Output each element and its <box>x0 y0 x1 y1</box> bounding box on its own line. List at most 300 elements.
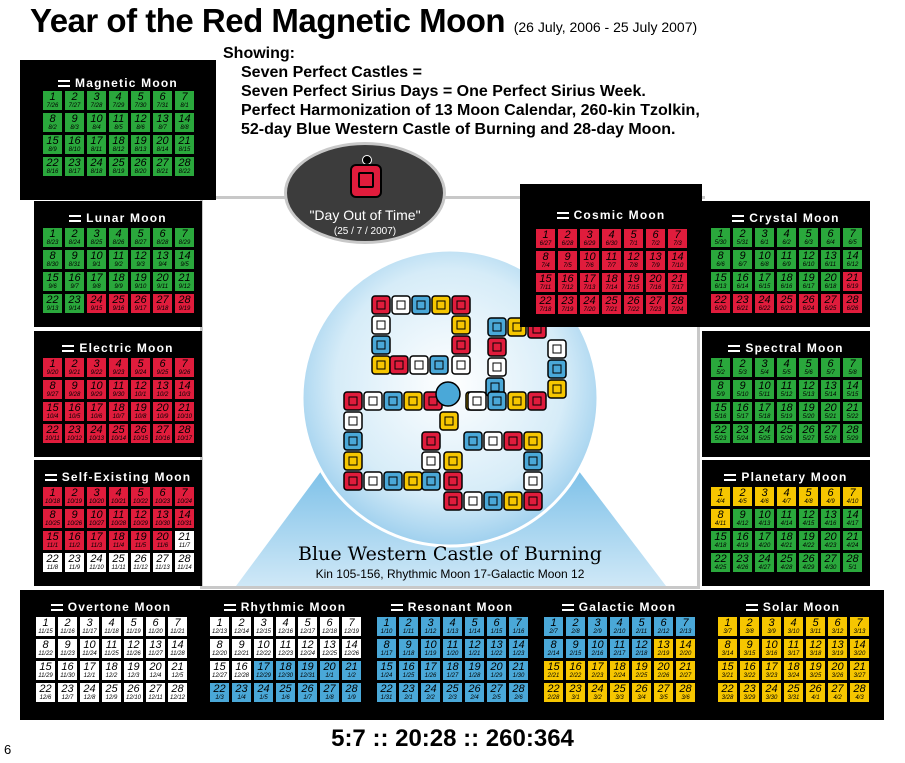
gregorian-date: 9/15 <box>90 306 103 312</box>
gregorian-date: 3/5 <box>659 695 668 701</box>
day-number: 13 <box>323 639 336 651</box>
day-number: 2 <box>564 229 571 241</box>
gregorian-date: 11/26 <box>126 651 141 657</box>
day-cell <box>152 134 173 155</box>
gregorian-date: 9/3 <box>136 262 145 268</box>
moon-day-grid <box>710 227 863 314</box>
gregorian-date: 10/31 <box>176 521 192 527</box>
day-number: 26 <box>468 683 481 695</box>
day-number: 7 <box>181 358 188 370</box>
gregorian-date: 7/6 <box>585 263 594 269</box>
gregorian-date: 1/24 <box>380 673 393 679</box>
day-number: 3 <box>761 358 768 370</box>
day-cell <box>653 616 674 637</box>
gregorian-date: 4/29 <box>802 565 815 571</box>
gregorian-date: 6/19 <box>846 284 859 290</box>
glyph-tile <box>508 392 526 410</box>
gregorian-date: 2/6 <box>514 695 523 701</box>
day-cell <box>275 616 296 637</box>
gregorian-date: 12/28 <box>233 673 249 679</box>
moon-day-grid <box>42 486 195 573</box>
day-number: 22 <box>46 157 59 169</box>
day-number: 4 <box>115 358 122 370</box>
gregorian-date: 1/17 <box>380 651 393 657</box>
day-cell <box>376 638 397 659</box>
day-cell <box>442 660 463 681</box>
day-cell <box>761 682 782 703</box>
day-number: 26 <box>635 683 648 695</box>
day-cell <box>174 271 195 292</box>
glyph-tile <box>364 472 382 490</box>
gregorian-date: 12/20 <box>211 651 227 657</box>
crystal-moon-glyph-icon <box>732 215 744 222</box>
gregorian-date: 7/31 <box>156 103 169 109</box>
day-cell <box>108 156 129 177</box>
day-cell <box>42 249 63 270</box>
day-number: 27 <box>490 683 503 695</box>
day-number: 17 <box>583 273 596 285</box>
gregorian-date: 3/12 <box>831 629 844 635</box>
glyph-tile <box>432 296 450 314</box>
gregorian-date: 7/11 <box>539 285 552 291</box>
glyph-tile <box>392 296 410 314</box>
day-cell <box>842 552 863 573</box>
gregorian-date: 11/3 <box>90 543 103 549</box>
gregorian-date: 12/1 <box>83 673 96 679</box>
day-number: 8 <box>49 380 56 392</box>
moon-panel <box>368 590 536 720</box>
gregorian-date: 4/30 <box>824 565 837 571</box>
gregorian-date: 6/29 <box>583 241 596 247</box>
gregorian-date: 5/14 <box>824 392 837 398</box>
gregorian-date: 12/4 <box>149 673 162 679</box>
overtone-moon-glyph-icon <box>51 604 63 611</box>
day-cell <box>535 228 556 249</box>
day-number: 10 <box>583 251 596 263</box>
day-number: 8 <box>216 639 223 651</box>
day-number: 22 <box>714 294 727 306</box>
day-cell <box>64 401 85 422</box>
gregorian-date: 4/1 <box>811 695 820 701</box>
showing-heading: Showing: <box>223 45 295 62</box>
day-number: 5 <box>304 617 311 629</box>
day-number: 10 <box>90 250 103 262</box>
day-cell <box>130 530 151 551</box>
day-cell <box>675 660 696 681</box>
gregorian-date: 9/28 <box>68 392 81 398</box>
day-number: 23 <box>235 683 248 695</box>
day-number: 16 <box>235 661 248 673</box>
day-number: 8 <box>49 113 56 125</box>
gregorian-date: 1/20 <box>446 651 459 657</box>
gregorian-date: 2/15 <box>569 651 582 657</box>
day-cell <box>732 423 753 444</box>
gregorian-date: 4/22 <box>802 543 815 549</box>
gregorian-date: 8/31 <box>68 262 81 268</box>
page-title: Year of the Red Magnetic Moon (26 July, 2006 - 25 July 2007) <box>30 2 698 39</box>
day-number: 25 <box>279 683 292 695</box>
day-cell <box>798 293 819 314</box>
day-cell <box>152 227 173 248</box>
gregorian-date: 3/29 <box>743 695 756 701</box>
day-number: 23 <box>743 683 756 695</box>
day-number: 7 <box>682 617 689 629</box>
gregorian-date: 8/11 <box>90 147 103 153</box>
day-number: 26 <box>802 424 815 436</box>
day-cell <box>565 638 586 659</box>
gregorian-date: 2/8 <box>571 629 580 635</box>
moon-day-grid <box>42 90 195 177</box>
moon-day-grid <box>543 616 696 703</box>
day-number: 1 <box>49 487 56 499</box>
day-cell <box>64 112 85 133</box>
day-cell <box>623 228 644 249</box>
day-cell <box>253 638 274 659</box>
gregorian-date: 6/9 <box>782 262 791 268</box>
day-cell <box>319 638 340 659</box>
day-number: 18 <box>279 661 292 673</box>
day-cell <box>376 616 397 637</box>
gregorian-date: 9/8 <box>92 284 101 290</box>
day-cell <box>798 508 819 529</box>
gregorian-date: 11/10 <box>89 565 104 571</box>
day-cell <box>145 616 166 637</box>
day-number: 12 <box>468 639 481 651</box>
day-number: 13 <box>156 250 169 262</box>
day-cell <box>776 227 797 248</box>
gregorian-date: 5/31 <box>736 240 749 246</box>
day-number: 28 <box>512 683 525 695</box>
day-number: 27 <box>156 553 169 565</box>
gregorian-date: 3/24 <box>787 673 800 679</box>
gregorian-date: 11/7 <box>178 543 191 549</box>
day-number: 25 <box>112 424 125 436</box>
day-number: 9 <box>572 639 579 651</box>
day-cell <box>152 423 173 444</box>
day-number: 7 <box>174 617 181 629</box>
gregorian-date: 7/28 <box>90 103 103 109</box>
gregorian-date: 7/15 <box>627 285 640 291</box>
day-number: 5 <box>137 487 144 499</box>
gregorian-date: 7/27 <box>68 103 81 109</box>
gregorian-date: 3/21 <box>721 673 734 679</box>
day-cell <box>710 486 731 507</box>
day-cell <box>842 271 863 292</box>
day-cell <box>842 486 863 507</box>
day-number: 24 <box>758 424 771 436</box>
gregorian-date: 5/4 <box>760 370 769 376</box>
day-number: 7 <box>515 617 522 629</box>
day-cell <box>42 134 63 155</box>
day-cell <box>805 682 826 703</box>
gregorian-date: 3/30 <box>765 695 778 701</box>
day-cell <box>42 379 63 400</box>
gregorian-date: 8/5 <box>114 125 123 131</box>
gregorian-date: 1/11 <box>402 629 415 635</box>
gregorian-date: 4/20 <box>758 543 771 549</box>
gregorian-date: 10/8 <box>134 414 147 420</box>
day-cell <box>341 616 362 637</box>
day-number: 28 <box>178 294 191 306</box>
gregorian-date: 7/13 <box>583 285 596 291</box>
gregorian-date: 10/26 <box>66 521 82 527</box>
gregorian-date: 6/8 <box>760 262 769 268</box>
day-number: 23 <box>68 294 81 306</box>
day-cell <box>675 638 696 659</box>
day-number: 28 <box>178 424 191 436</box>
gregorian-date: 11/28 <box>170 651 185 657</box>
day-number: 21 <box>846 402 859 414</box>
gregorian-date: 6/4 <box>826 240 835 246</box>
day-number: 2 <box>746 617 753 629</box>
gregorian-date: 2/12 <box>657 629 670 635</box>
day-number: 1 <box>717 228 724 240</box>
day-number: 10 <box>83 639 96 651</box>
gregorian-date: 9/27 <box>46 392 59 398</box>
moon-title <box>20 600 202 614</box>
day-cell <box>754 530 775 551</box>
gregorian-date: 3/18 <box>809 651 822 657</box>
day-number: 17 <box>90 531 103 543</box>
gregorian-date: 4/10 <box>846 499 859 505</box>
day-cell <box>827 660 848 681</box>
moon-name: Cosmic Moon <box>573 208 666 222</box>
gregorian-date: 8/4 <box>92 125 101 131</box>
gregorian-date: 5/10 <box>736 392 749 398</box>
gregorian-date: 5/2 <box>716 370 725 376</box>
day-number: 25 <box>112 157 125 169</box>
gregorian-date: 4/17 <box>846 521 859 527</box>
day-cell <box>86 423 107 444</box>
day-number: 14 <box>171 639 184 651</box>
gregorian-date: 8/24 <box>68 240 81 246</box>
day-number: 1 <box>42 617 49 629</box>
gregorian-date: 1/12 <box>424 629 437 635</box>
day-cell <box>64 423 85 444</box>
gregorian-date: 7/3 <box>673 241 682 247</box>
day-cell <box>776 401 797 422</box>
day-cell <box>842 227 863 248</box>
day-number: 9 <box>746 639 753 651</box>
day-cell <box>754 249 775 270</box>
self-existing-moon-glyph-icon <box>45 474 57 481</box>
day-number: 14 <box>178 380 191 392</box>
day-cell <box>717 682 738 703</box>
day-cell <box>732 486 753 507</box>
day-cell <box>35 660 56 681</box>
day-number: 8 <box>42 639 49 651</box>
day-cell <box>535 294 556 315</box>
gregorian-date: 5/21 <box>824 414 837 420</box>
gregorian-date: 8/6 <box>136 125 145 131</box>
day-cell <box>64 293 85 314</box>
gregorian-date: 11/25 <box>104 651 119 657</box>
gregorian-date: 6/24 <box>802 306 815 312</box>
gregorian-date: 4/24 <box>846 543 859 549</box>
day-cell <box>842 293 863 314</box>
day-number: 15 <box>39 661 52 673</box>
gregorian-date: 9/5 <box>180 262 189 268</box>
day-number: 26 <box>301 683 314 695</box>
day-number: 10 <box>758 380 771 392</box>
gregorian-date: 8/12 <box>112 147 125 153</box>
day-cell <box>253 660 274 681</box>
day-number: 19 <box>134 272 147 284</box>
day-number: 9 <box>71 380 78 392</box>
day-number: 20 <box>824 272 837 284</box>
gregorian-date: 6/5 <box>848 240 857 246</box>
glyph-tile <box>372 316 390 334</box>
moon-name: Crystal Moon <box>749 211 840 225</box>
day-number: 13 <box>824 250 837 262</box>
day-cell <box>108 530 129 551</box>
day-cell <box>79 660 100 681</box>
gregorian-date: 12/17 <box>299 629 315 635</box>
day-cell <box>732 227 753 248</box>
day-cell <box>108 271 129 292</box>
red-glyph-icon <box>350 164 382 198</box>
day-cell <box>167 682 188 703</box>
gregorian-date: 8/18 <box>90 169 103 175</box>
glyph-tile <box>452 336 470 354</box>
day-cell <box>820 508 841 529</box>
day-cell <box>486 638 507 659</box>
day-cell <box>152 486 173 507</box>
gregorian-date: 7/5 <box>563 263 572 269</box>
gregorian-date: 10/2 <box>156 392 169 398</box>
gregorian-date: 10/1 <box>134 392 147 398</box>
day-cell <box>319 682 340 703</box>
day-number: 4 <box>282 617 289 629</box>
day-cell <box>508 682 529 703</box>
day-cell <box>739 616 760 637</box>
day-cell <box>253 616 274 637</box>
gregorian-date: 2/14 <box>547 651 560 657</box>
day-cell <box>645 272 666 293</box>
gregorian-date: 3/3 <box>615 695 624 701</box>
day-cell <box>86 486 107 507</box>
moon-name: Rhythmic Moon <box>240 600 347 614</box>
day-number: 15 <box>380 661 393 673</box>
day-number: 14 <box>512 639 525 651</box>
day-cell <box>42 552 63 573</box>
day-cell <box>653 682 674 703</box>
day-cell <box>209 660 230 681</box>
day-cell <box>275 682 296 703</box>
day-number: 21 <box>853 661 866 673</box>
gregorian-date: 6/23 <box>780 306 793 312</box>
day-cell <box>35 616 56 637</box>
day-number: 27 <box>156 424 169 436</box>
day-number: 26 <box>134 424 147 436</box>
gregorian-date: 9/24 <box>134 370 147 376</box>
gregorian-date: 10/23 <box>154 499 170 505</box>
day-cell <box>86 379 107 400</box>
day-cell <box>42 508 63 529</box>
day-cell <box>174 552 195 573</box>
day-number: 4 <box>449 617 456 629</box>
day-cell <box>123 616 144 637</box>
day-cell <box>64 271 85 292</box>
day-cell <box>319 660 340 681</box>
day-cell <box>776 357 797 378</box>
gregorian-date: 2/23 <box>591 673 604 679</box>
glyph-tile <box>548 380 566 398</box>
day-number: 25 <box>780 294 793 306</box>
gregorian-date: 7/12 <box>561 285 574 291</box>
day-number: 16 <box>736 272 749 284</box>
gregorian-date: 12/16 <box>277 629 293 635</box>
day-cell <box>64 156 85 177</box>
day-number: 14 <box>345 639 358 651</box>
day-cell <box>152 401 173 422</box>
day-number: 15 <box>46 531 59 543</box>
day-number: 3 <box>761 487 768 499</box>
gregorian-date: 11/9 <box>68 565 81 571</box>
gregorian-date: 7/1 <box>629 241 638 247</box>
gregorian-date: 2/1 <box>404 695 413 701</box>
gregorian-date: 5/29 <box>846 436 859 442</box>
day-cell <box>420 638 441 659</box>
day-number: 11 <box>780 509 793 521</box>
moon-title <box>368 600 536 614</box>
day-number: 9 <box>739 250 746 262</box>
gregorian-date: 4/25 <box>714 565 727 571</box>
day-number: 27 <box>323 683 336 695</box>
gregorian-date: 1/23 <box>512 651 525 657</box>
day-cell <box>579 228 600 249</box>
moon-name: Galactic Moon <box>578 600 677 614</box>
day-cell <box>645 228 666 249</box>
gregorian-date: 1/28 <box>468 673 481 679</box>
day-cell <box>130 112 151 133</box>
gregorian-date: 11/8 <box>46 565 59 571</box>
gregorian-date: 4/19 <box>736 543 749 549</box>
day-cell <box>732 530 753 551</box>
moon-panel <box>520 184 702 327</box>
day-number: 19 <box>635 661 648 673</box>
day-number: 6 <box>159 487 166 499</box>
day-number: 14 <box>846 509 859 521</box>
day-cell <box>231 682 252 703</box>
gregorian-date: 11/11 <box>111 565 126 571</box>
day-cell <box>209 682 230 703</box>
moon-panel <box>34 331 202 457</box>
gregorian-date: 5/9 <box>716 392 725 398</box>
gregorian-date: 4/26 <box>736 565 749 571</box>
day-number: 14 <box>679 639 692 651</box>
gregorian-date: 1/19 <box>424 651 437 657</box>
gregorian-date: 5/25 <box>758 436 771 442</box>
day-cell <box>108 486 129 507</box>
gregorian-date: 11/30 <box>60 673 75 679</box>
moon-day-grid <box>710 357 863 444</box>
day-number: 12 <box>134 250 147 262</box>
day-cell <box>108 552 129 573</box>
day-cell <box>754 379 775 400</box>
day-number: 24 <box>90 424 103 436</box>
gregorian-date: 7/16 <box>649 285 662 291</box>
glyph-tile <box>372 336 390 354</box>
day-number: 10 <box>257 639 270 651</box>
day-cell <box>79 682 100 703</box>
gregorian-date: 12/24 <box>299 651 315 657</box>
day-number: 2 <box>739 228 746 240</box>
day-number: 4 <box>783 487 790 499</box>
day-number: 13 <box>490 639 503 651</box>
day-number: 27 <box>824 424 837 436</box>
day-number: 1 <box>724 617 731 629</box>
